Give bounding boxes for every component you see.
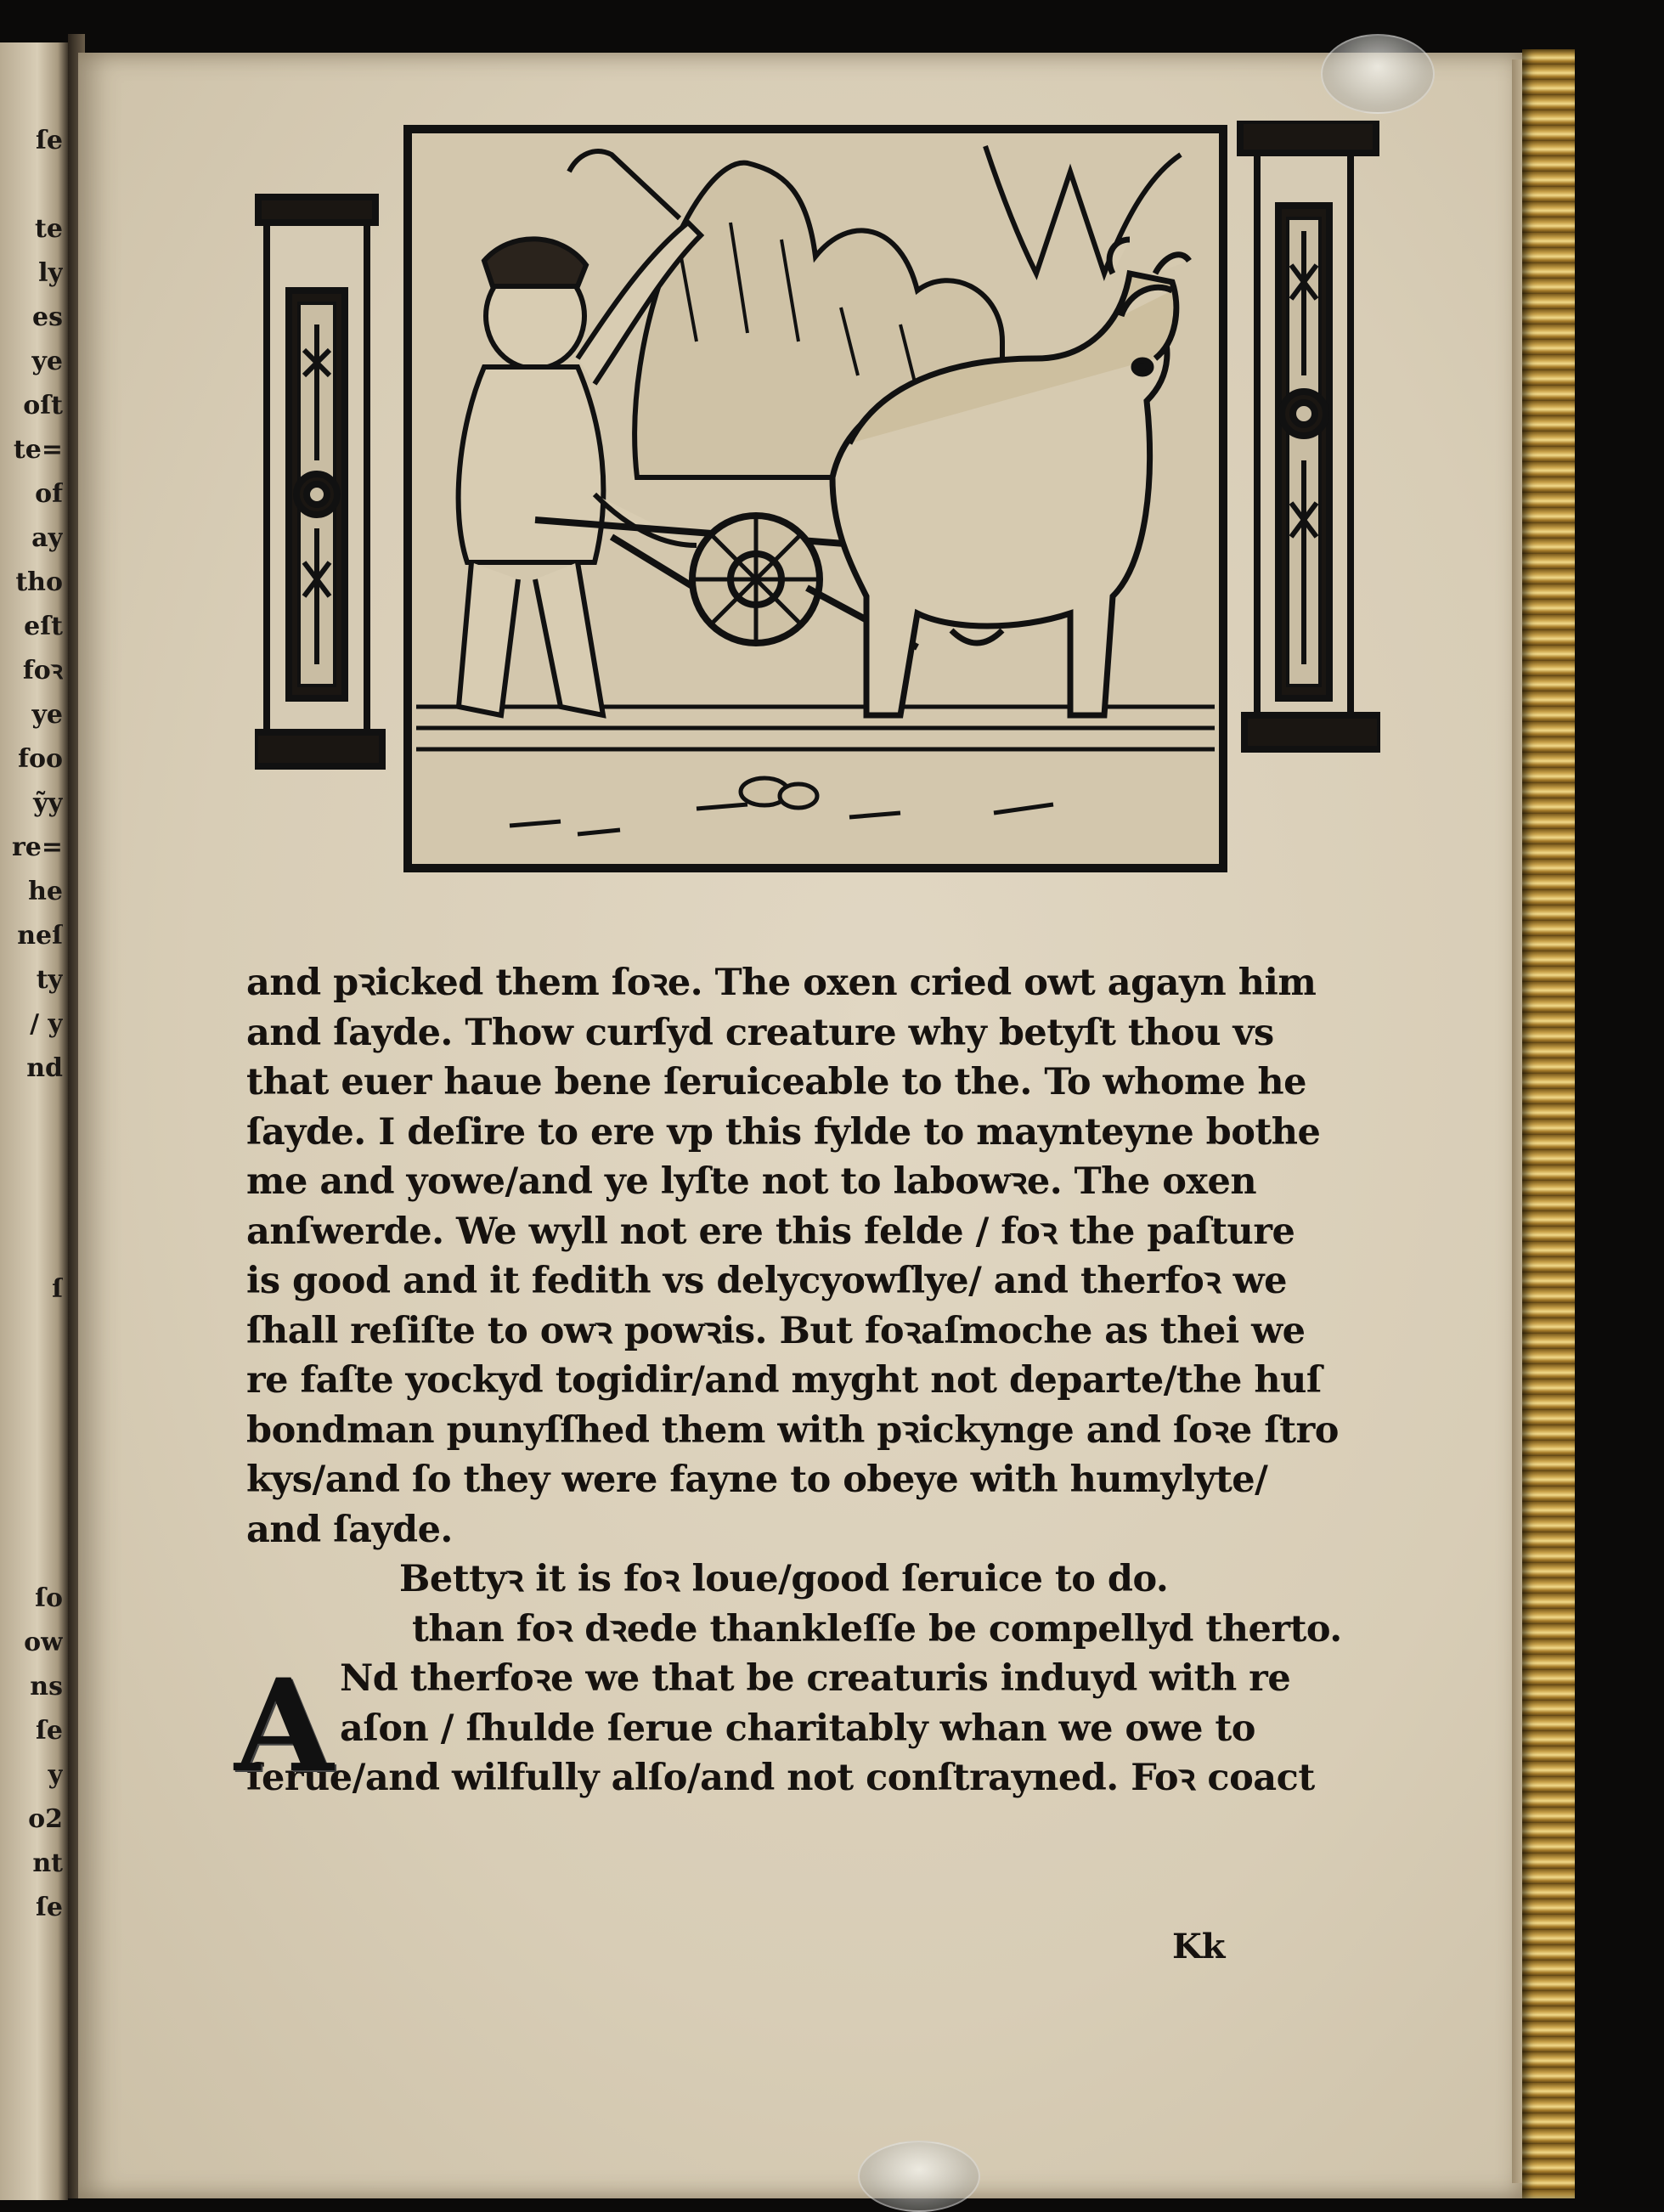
left-page-fragment: tho [15,567,63,597]
left-page-fragment: ow [24,1628,63,1657]
left-page-fragment: / y [30,1009,63,1039]
left-page-fragment: eſt [24,612,63,641]
body-line: ſayde. I deſire to ere vp this fylde to maynteyne bothe [246,1110,1321,1154]
body-paragraph [246,958,1376,1555]
left-page-fragment [3,1488,63,1532]
left-page-fragment: ſ [52,1274,63,1304]
left-page-fragment: neſ [17,921,63,951]
body-line: and ſayde. Thow curſyd creature why betyſt thou vs [246,1011,1274,1054]
body-line: and pꝛicked them ſoꝛe. The oxen cried owt agayn him [246,962,1317,1004]
left-page-fragment [3,1312,63,1356]
left-page-fragment [3,1400,63,1444]
left-page-fragment: te [35,214,63,244]
left-page-fragment: nd [26,1053,63,1083]
gilt-fore-edge [1522,49,1575,2198]
left-page-fragment [3,1356,63,1400]
signature-mark: Kk [1172,1927,1226,1967]
left-page-fragment: ye [31,700,63,730]
right-column [1240,121,1380,749]
left-page-fragment: ỹy [33,788,63,818]
woodcut-illustration [255,121,1380,877]
closing-line-3: ſerue/and wilfully alſo/and not conſtrayned. Foꝛ coact [246,1757,1315,1799]
closing-line-1: Nd therfoꝛe we that be creaturis induyd with re [340,1657,1291,1700]
left-page-fragment: ſe [36,1716,63,1746]
woodcut-ploughman-oxen [255,121,1380,877]
body-line: anſwerde. We wyll not ere this felde / foꝛ the paſture [246,1210,1295,1253]
left-page-fragment: te= [13,435,63,465]
closing-paragraph [234,1651,1376,1803]
left-page-fragment: foo [18,744,63,774]
body-line: me and yowe/and ye lyſte not to labowꝛe. The oxen [246,1160,1257,1203]
body-line: kys/and ſo they were fayne to obeye with humylyte/ [246,1459,1268,1501]
body-line: and ſayde. [246,1508,453,1551]
left-page-fragment: ay [31,523,63,553]
closing-line-2: aſon / ſhulde ſerue charitably whan we owe to [340,1707,1255,1750]
body-line: bondman punyſſhed them with pꝛickynge and ſoꝛe ſtro [246,1408,1339,1452]
left-page-fragment: ye [31,347,63,376]
left-page-fragment: ly [38,258,63,288]
left-page-fragment: es [32,302,63,332]
page-body-text [234,958,1376,1803]
page-weight-top [1321,34,1435,114]
body-line: that euer haue bene ſeruiceable to the. To whome he [246,1061,1306,1103]
body-line: re faſte yockyd togidir/and myght not departe/the huſ [246,1359,1322,1402]
body-line: is good and it fedith vs delycyowſlye/ and therfoꝛ we [246,1260,1287,1302]
left-page-fragment [3,1091,63,1135]
verse-line-2: than foꝛ dꝛede thankleſſe be compellyd therto. [412,1607,1342,1651]
left-column [255,197,382,766]
verse-line-1: Bettyꝛ it is foꝛ loue/good ſeruice to do. [399,1558,1169,1600]
left-page-fragment [3,1223,63,1267]
left-page-fragment: nt [32,1848,63,1878]
left-page-fragment [3,1179,63,1223]
body-line: ſhall reſiſte to owꝛ powꝛis. But foꝛaſmoche as thei we [246,1309,1306,1352]
left-page-fragment [3,1135,63,1179]
left-page-fragment: ns [30,1672,63,1701]
left-page-edge [0,42,68,2200]
page-weight-bottom [858,2141,980,2212]
left-page-fragment [3,163,63,207]
left-page-fragment: foꝛ [22,656,63,686]
left-page-fragment: ſo [35,1583,63,1613]
left-page-fragment: y [48,1760,63,1790]
left-page-fragment: re= [11,832,63,862]
decorated-initial: A [234,1651,333,1801]
left-page-fragment: o2 [28,1804,63,1834]
left-page-fragment: oſt [23,391,63,420]
left-page-fragment: ſe [36,126,63,155]
left-page-fragment: ty [36,965,63,995]
left-page-fragment: ſe [36,1893,63,1922]
left-page-fragment: of [35,479,63,509]
left-page-fragment: he [28,877,63,906]
left-page-fragment [3,1444,63,1488]
left-page-fragment [3,1532,63,1577]
left-page-text [3,119,63,1930]
